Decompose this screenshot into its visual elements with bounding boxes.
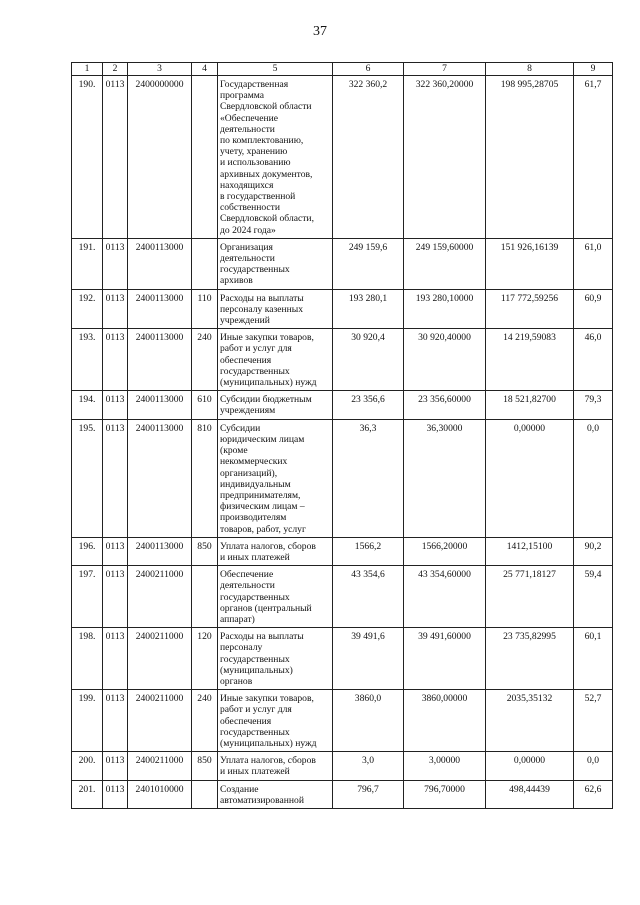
section-code: 0113 [103, 537, 128, 565]
section-code: 0113 [103, 780, 128, 808]
target-code: 2400211000 [128, 690, 192, 752]
column-header: 9 [574, 63, 613, 76]
plan-amount: 3860,0 [333, 690, 404, 752]
execution-percent: 61,0 [574, 238, 613, 289]
execution-percent: 62,6 [574, 780, 613, 808]
table-row [72, 76, 613, 239]
row-number: 194. [72, 391, 103, 419]
item-name: Создание автоматизированной [218, 780, 333, 808]
target-code: 2400211000 [128, 752, 192, 780]
approved-amount: 3860,00000 [404, 690, 486, 752]
table-row [72, 752, 613, 780]
target-code: 2400211000 [128, 566, 192, 628]
plan-amount: 1566,2 [333, 537, 404, 565]
row-number: 197. [72, 566, 103, 628]
row-number: 196. [72, 537, 103, 565]
section-code: 0113 [103, 391, 128, 419]
executed-amount: 18 521,82700 [486, 391, 574, 419]
section-code: 0113 [103, 566, 128, 628]
item-name: Расходы на выплаты персоналу государственных (муниципальных) органов [218, 628, 333, 690]
item-name: Субсидии бюджетным учреждениям [218, 391, 333, 419]
execution-percent: 90,2 [574, 537, 613, 565]
approved-amount: 43 354,60000 [404, 566, 486, 628]
expense-type-code: 850 [192, 752, 218, 780]
table-header-row [72, 63, 613, 76]
section-code: 0113 [103, 329, 128, 391]
item-name: Субсидии юридическим лицам (кроме некоммерческих организаций), индивидуальным предпринимателям, физическим лицам – производителям товаров, работ, услуг [218, 419, 333, 537]
execution-percent: 52,7 [574, 690, 613, 752]
target-code: 2400113000 [128, 391, 192, 419]
item-name: Уплата налогов, сборов и иных платежей [218, 537, 333, 565]
target-code: 2400113000 [128, 419, 192, 537]
target-code: 2400113000 [128, 238, 192, 289]
row-number: 190. [72, 76, 103, 239]
target-code: 2400211000 [128, 628, 192, 690]
row-number: 191. [72, 238, 103, 289]
table-row [72, 391, 613, 419]
row-number: 195. [72, 419, 103, 537]
plan-amount: 796,7 [333, 780, 404, 808]
executed-amount: 25 771,18127 [486, 566, 574, 628]
table-row [72, 566, 613, 628]
executed-amount: 23 735,82995 [486, 628, 574, 690]
execution-percent: 0,0 [574, 752, 613, 780]
expense-type-code [192, 780, 218, 808]
expense-type-code: 120 [192, 628, 218, 690]
table-row [72, 289, 613, 329]
expense-type-code: 810 [192, 419, 218, 537]
plan-amount: 36,3 [333, 419, 404, 537]
approved-amount: 3,00000 [404, 752, 486, 780]
plan-amount: 23 356,6 [333, 391, 404, 419]
section-code: 0113 [103, 419, 128, 537]
target-code: 2400113000 [128, 289, 192, 329]
table-row [72, 690, 613, 752]
approved-amount: 23 356,60000 [404, 391, 486, 419]
item-name: Расходы на выплаты персоналу казенных учреждений [218, 289, 333, 329]
page-number: 37 [313, 24, 327, 39]
executed-amount: 1412,15100 [486, 537, 574, 565]
executed-amount: 117 772,59256 [486, 289, 574, 329]
row-number: 201. [72, 780, 103, 808]
execution-percent: 60,1 [574, 628, 613, 690]
column-header: 5 [218, 63, 333, 76]
section-code: 0113 [103, 76, 128, 239]
item-name: Государственная программа Свердловской области «Обеспечение деятельности по комплектованию, учету, хранению и использованию архивных документов, находящихся в государственной собственности Свердловской области, до 2024 года» [218, 76, 333, 239]
table-row [72, 628, 613, 690]
expense-type-code [192, 566, 218, 628]
executed-amount: 14 219,59083 [486, 329, 574, 391]
execution-percent: 46,0 [574, 329, 613, 391]
section-code: 0113 [103, 289, 128, 329]
executed-amount: 0,00000 [486, 752, 574, 780]
item-name: Иные закупки товаров, работ и услуг для обеспечения государственных (муниципальных) нужд [218, 690, 333, 752]
column-header: 4 [192, 63, 218, 76]
row-number: 199. [72, 690, 103, 752]
target-code: 2400000000 [128, 76, 192, 239]
column-header: 6 [333, 63, 404, 76]
table-row [72, 329, 613, 391]
column-header: 8 [486, 63, 574, 76]
expense-type-code [192, 76, 218, 239]
column-header: 7 [404, 63, 486, 76]
execution-percent: 79,3 [574, 391, 613, 419]
item-name: Организация деятельности государственных архивов [218, 238, 333, 289]
executed-amount: 151 926,16139 [486, 238, 574, 289]
table-row [72, 780, 613, 808]
plan-amount: 249 159,6 [333, 238, 404, 289]
target-code: 2400113000 [128, 537, 192, 565]
expense-type-code: 610 [192, 391, 218, 419]
plan-amount: 3,0 [333, 752, 404, 780]
plan-amount: 43 354,6 [333, 566, 404, 628]
section-code: 0113 [103, 752, 128, 780]
table-row [72, 419, 613, 537]
row-number: 198. [72, 628, 103, 690]
approved-amount: 39 491,60000 [404, 628, 486, 690]
row-number: 193. [72, 329, 103, 391]
execution-percent: 59,4 [574, 566, 613, 628]
plan-amount: 322 360,2 [333, 76, 404, 239]
column-header: 1 [72, 63, 103, 76]
expense-type-code: 240 [192, 329, 218, 391]
execution-percent: 61,7 [574, 76, 613, 239]
item-name: Иные закупки товаров, работ и услуг для обеспечения государственных (муниципальных) нужд [218, 329, 333, 391]
expense-type-code: 850 [192, 537, 218, 565]
row-number: 200. [72, 752, 103, 780]
executed-amount: 498,44439 [486, 780, 574, 808]
executed-amount: 0,00000 [486, 419, 574, 537]
approved-amount: 322 360,20000 [404, 76, 486, 239]
executed-amount: 2035,35132 [486, 690, 574, 752]
approved-amount: 193 280,10000 [404, 289, 486, 329]
approved-amount: 796,70000 [404, 780, 486, 808]
approved-amount: 1566,20000 [404, 537, 486, 565]
budget-table [71, 62, 613, 809]
column-header: 2 [103, 63, 128, 76]
section-code: 0113 [103, 690, 128, 752]
execution-percent: 0,0 [574, 419, 613, 537]
approved-amount: 36,30000 [404, 419, 486, 537]
section-code: 0113 [103, 628, 128, 690]
expense-type-code: 110 [192, 289, 218, 329]
item-name: Уплата налогов, сборов и иных платежей [218, 752, 333, 780]
approved-amount: 30 920,40000 [404, 329, 486, 391]
table-row [72, 537, 613, 565]
expense-type-code [192, 238, 218, 289]
section-code: 0113 [103, 238, 128, 289]
expense-type-code: 240 [192, 690, 218, 752]
execution-percent: 60,9 [574, 289, 613, 329]
item-name: Обеспечение деятельности государственных органов (центральный аппарат) [218, 566, 333, 628]
plan-amount: 39 491,6 [333, 628, 404, 690]
column-header: 3 [128, 63, 192, 76]
plan-amount: 30 920,4 [333, 329, 404, 391]
approved-amount: 249 159,60000 [404, 238, 486, 289]
table-row [72, 238, 613, 289]
plan-amount: 193 280,1 [333, 289, 404, 329]
executed-amount: 198 995,28705 [486, 76, 574, 239]
target-code: 2401010000 [128, 780, 192, 808]
row-number: 192. [72, 289, 103, 329]
target-code: 2400113000 [128, 329, 192, 391]
